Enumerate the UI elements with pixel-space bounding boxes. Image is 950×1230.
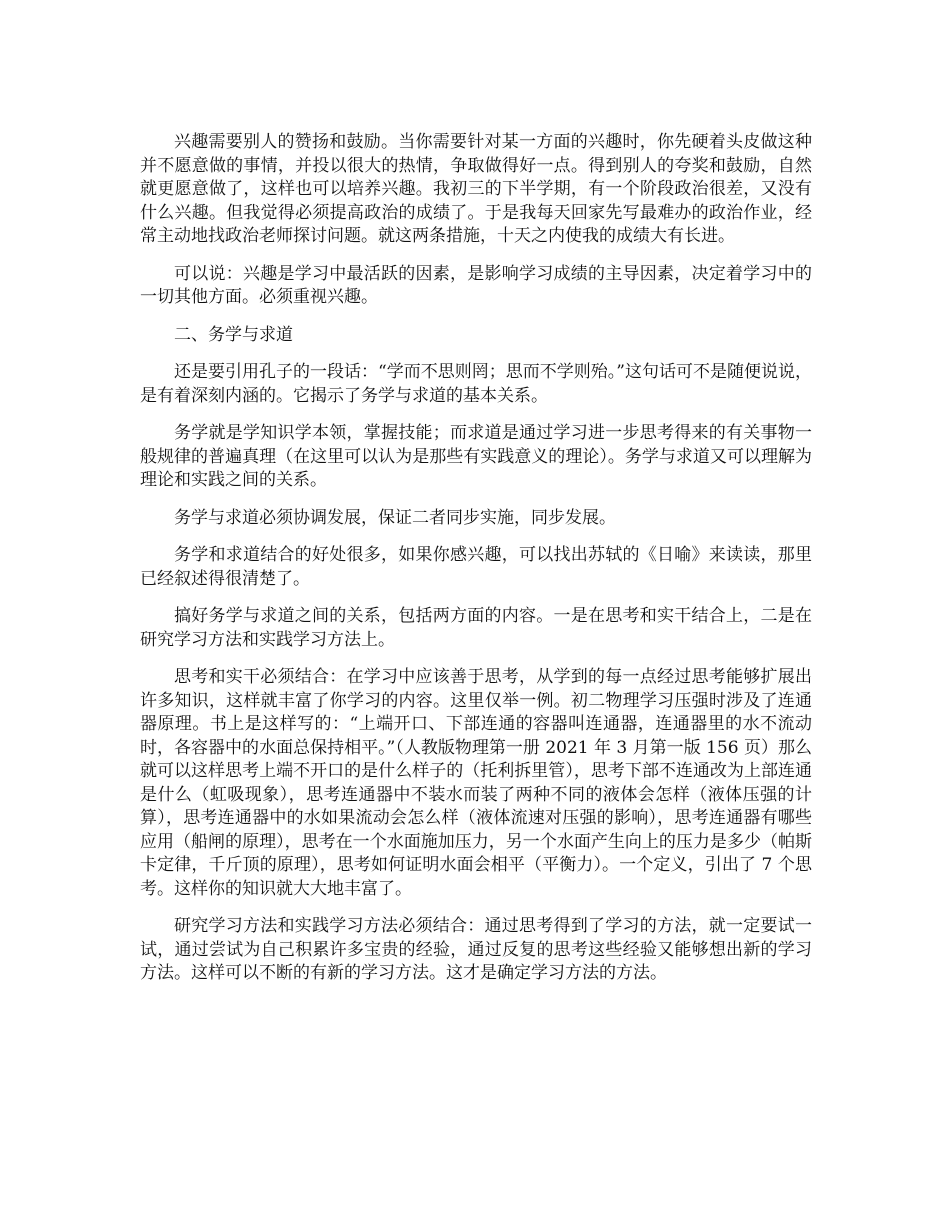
paragraph-interest-praise: 兴趣需要别人的赞扬和鼓励。当你需要针对某一方面的兴趣时，你先硬着头皮做这种并不愿意做的事情，并投以很大的热情，争取做得好一点。得到别人的夸奖和鼓励，自然就更愿意做了，这样也可以培养兴趣。我初三的下半学期，有一个阶段政治很差，又没有什么兴趣。但我觉得必须提高政治的成绩了。于是我每天回家先写最难办的政治作业，经常主动地找政治老师探讨问题。就这两条措施，十天之内使我的成绩大有长进。	[140, 132, 812, 246]
paragraph-two-aspects: 搞好务学与求道之间的关系，包括两方面的内容。一是在思考和实干结合上，二是在研究学习方法和实践学习方法上。	[140, 606, 812, 650]
paragraph-benefits: 务学和求道结合的好处很多，如果你感兴趣，可以找出苏轼的《日喻》来读读，那里已经叙述得很清楚了。	[140, 545, 812, 589]
paragraph-learning-methods: 研究学习方法和实践学习方法必须结合：通过思考得到了学习的方法，就一定要试一试，通过尝试为自己积累许多宝贵的经验，通过反复的思考这些经验又能够想出新的学习方法。这样可以不断的有新的学习方法。这才是确定学习方法的方法。	[140, 916, 812, 983]
paragraph-coordinated-development: 务学与求道必须协调发展，保证二者同步实施，同步发展。	[174, 507, 616, 528]
paragraph-interest-summary: 可以说：兴趣是学习中最活跃的因素，是影响学习成绩的主导因素，决定着学习中的一切其他方面。必须重视兴趣。	[140, 263, 812, 307]
paragraph-confucius-quote: 还是要引用孔子的一段话：“学而不思则罔；思而不学则殆。”这句话可不是随便说说，是有着深刻内涵的。它揭示了务学与求道的基本关系。	[140, 362, 812, 406]
paragraph-definition: 务学就是学知识学本领，掌握技能；而求道是通过学习进一步思考得来的有关事物一般规律的普遍真理（在这里可以认为是那些有实践意义的理论）。务学与求道又可以理解为理论和实践之间的关系。	[140, 423, 812, 490]
paragraph-thinking-and-practice: 思考和实干必须结合：在学习中应该善于思考，从学到的每一点经过思考能够扩展出许多知识，这样就丰富了你学习的内容。这里仅举一例。初二物理学习压强时涉及了连通器原理。书上是这样写的：“上端开口、下部连通的容器叫连通器，连通器里的水不流动时，各容器中的水面总保持相平。”（人教版物理第一册 2021 年 3 月第一版 156 页）那么就可以这样思考上端不开口的是什么样子的（托利拆里管），思考下部不连通改为上部连通是什么（虹吸现象），思考连通器中不装水而装了两种不同的液体会怎样（液体压强的计算），思考连通器中的水如果流动会怎么样（液体流速对压强的影响），思考连通器有哪些应用（船闸的原理），思考在一个水面施加压力，另一个水面产生向上的压力是多少（帕斯卡定律，千斤顶的原理），思考如何证明水面会相平（平衡力）。一个定义，引出了 7 个思考。这样你的知识就大大地丰富了。	[140, 667, 812, 899]
section-heading-wuxue-qiudao: 二、务学与求道	[174, 324, 293, 345]
document-body	[140, 131, 812, 1000]
